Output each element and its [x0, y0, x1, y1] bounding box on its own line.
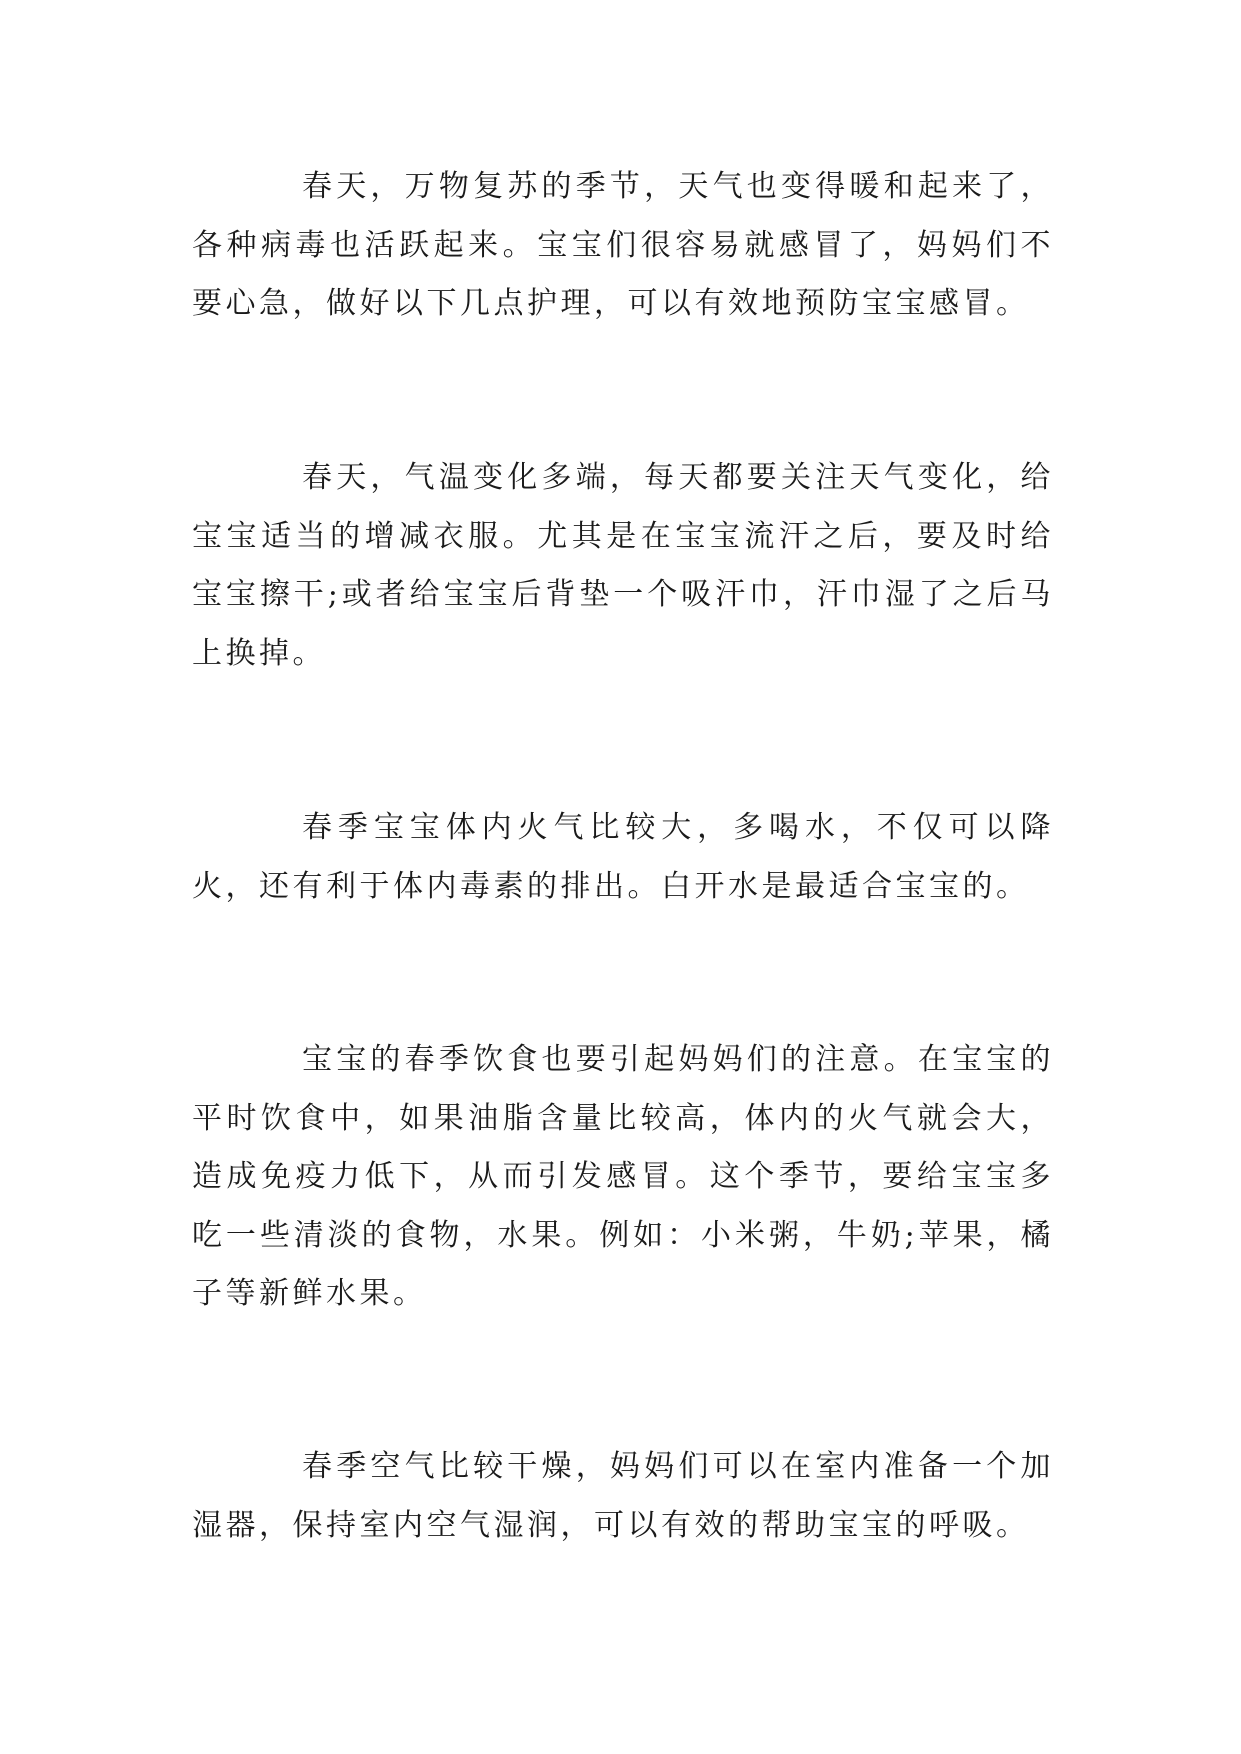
paragraph-intro: 春天，万物复苏的季节，天气也变得暖和起来了，各种病毒也活跃起来。宝宝们很容易就感冒了，妈妈们不要心急，做好以下几点护理，可以有效地预防宝宝感冒。 — [192, 169, 1054, 321]
paragraph-clothing: 春天，气温变化多端，每天都要关注天气变化，给宝宝适当的增减衣服。尤其是在宝宝流汗之后，要及时给宝宝擦干;或者给宝宝后背垫一个吸汗巾，汗巾湿了之后马上换掉。 — [192, 460, 1054, 671]
paragraph-diet: 宝宝的春季饮食也要引起妈妈们的注意。在宝宝的平时饮食中，如果油脂含量比较高，体内的火气就会大，造成免疫力低下，从而引发感冒。这个季节，要给宝宝多吃一些清淡的食物，水果。例如：小米粥，牛奶;苹果，橘子等新鲜水果。 — [192, 1042, 1054, 1311]
paragraph-humidity: 春季空气比较干燥，妈妈们可以在室内准备一个加湿器，保持室内空气湿润，可以有效的帮助宝宝的呼吸。 — [192, 1449, 1054, 1543]
paragraph-water: 春季宝宝体内火气比较大，多喝水，不仅可以降火，还有利于体内毒素的排出。白开水是最适合宝宝的。 — [192, 810, 1054, 904]
